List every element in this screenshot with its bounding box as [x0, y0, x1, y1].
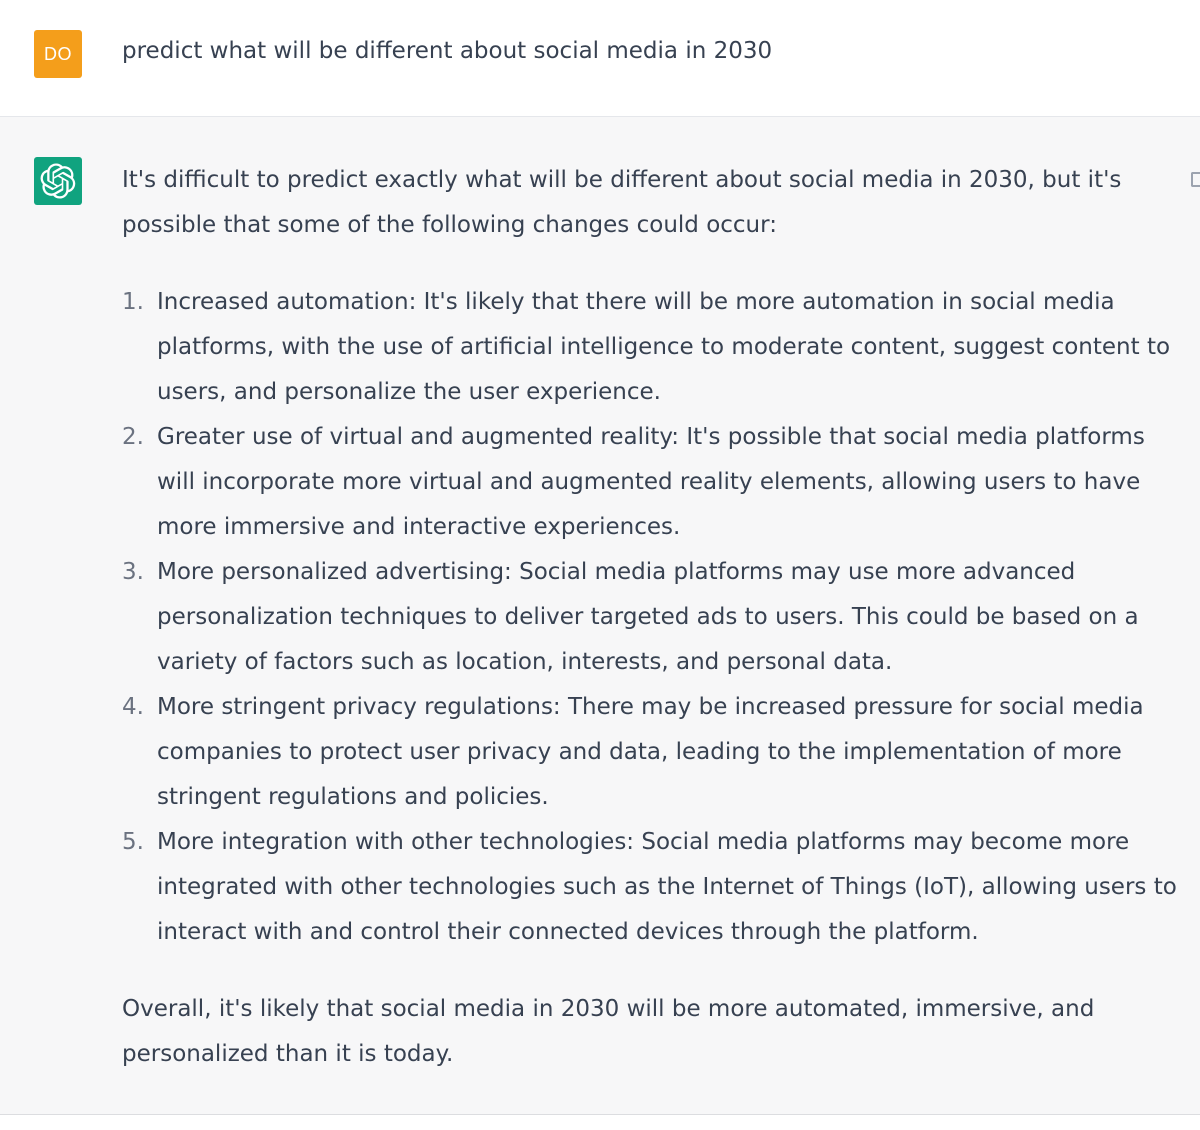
list-item-text: More integration with other technologies: Social media platforms may become more integrated with other technologies such as the Internet of Things (IoT), allowing users to interact with and control their connected devices through the platform.	[157, 829, 1177, 945]
list-item	[122, 820, 1177, 955]
response-intro: It's difficult to predict exactly what will be different about social media in 2030, but it's possible that some of the following changes could occur:	[122, 167, 1122, 238]
list-item	[122, 415, 1177, 550]
list-item-text: More stringent privacy regulations: There may be increased pressure for social media companies to protect user privacy and data, leading to the implementation of more stringent regulations and policies.	[157, 694, 1144, 810]
list-item-number: 1.	[122, 289, 144, 315]
user-avatar-initials: DO	[44, 43, 72, 64]
list-item-number: 5.	[122, 829, 144, 855]
list-item	[122, 280, 1177, 415]
user-message-text: predict what will be different about social media in 2030	[122, 38, 773, 64]
bottom-strip	[0, 1116, 1200, 1130]
user-message-row	[0, 0, 1200, 117]
list-item-number: 4.	[122, 694, 144, 720]
openai-logo-icon	[40, 163, 76, 199]
user-avatar	[34, 30, 82, 78]
list-item	[122, 550, 1177, 685]
list-item-number: 3.	[122, 559, 144, 585]
assistant-avatar	[34, 157, 82, 205]
copy-icon[interactable]	[1191, 172, 1200, 187]
response-conclusion: Overall, it's likely that social media in 2030 will be more automated, immersive, and personalized than it is today.	[122, 996, 1095, 1067]
assistant-message-row	[0, 117, 1200, 1115]
list-item-number: 2.	[122, 424, 144, 450]
list-item-text: More personalized advertising: Social media platforms may use more advanced personalization techniques to deliver targeted ads to users. This could be based on a variety of factors such as location, interests, and personal data.	[157, 559, 1139, 675]
list-item	[122, 685, 1177, 820]
assistant-response	[122, 158, 1177, 1077]
response-list	[122, 280, 1177, 955]
list-item-text: Greater use of virtual and augmented reality: It's possible that social media platforms will incorporate more virtual and augmented reality elements, allowing users to have more immersive and interactive experiences.	[157, 424, 1145, 540]
list-item-text: Increased automation: It's likely that there will be more automation in social media platforms, with the use of artificial intelligence to moderate content, suggest content to users, and personalize the user experience.	[157, 289, 1171, 405]
